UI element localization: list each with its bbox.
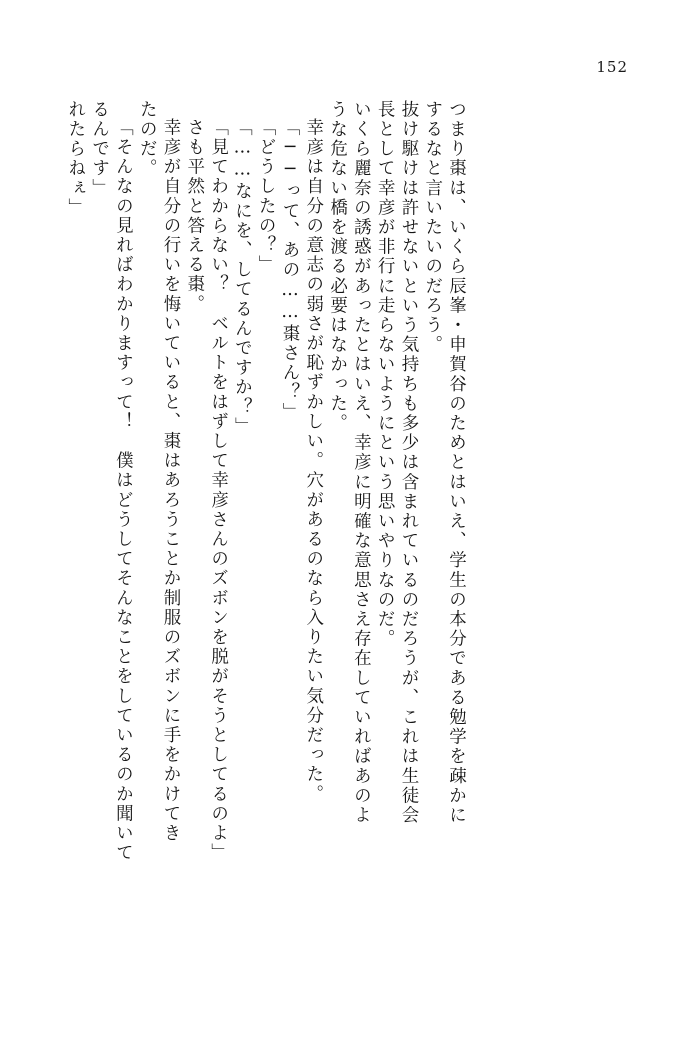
text-column: いくら麗奈の誘惑があったとはいえ、幸彦に明確な意思さえ存在していればあのよ: [351, 100, 372, 826]
text-column: 「──って、あの……棗さん？」: [279, 118, 300, 422]
text-column: 「……なにを、してるんですか？」: [232, 118, 253, 437]
text-column: 抜け駆けは許せないという気持ちも多少は含まれているのだろうが、これは生徒会: [398, 100, 419, 826]
text-column: 「そんなの見ればわかりますって！ 僕はどうしてそんなことをしているのか聞いて: [113, 118, 134, 863]
text-column: るんです」: [89, 100, 110, 198]
text-column: れたらねぇ」: [65, 100, 86, 218]
page-number: 152: [596, 58, 628, 76]
text-column: うな危ない橋を渡る必要はなかった。: [327, 100, 348, 434]
vertical-text-body: [60, 100, 638, 980]
text-column: 「どうしたの？」: [256, 118, 277, 275]
text-column: たのだ。: [137, 100, 158, 179]
text-column: さも平然と答える棗。: [184, 118, 205, 314]
text-column: 長として幸彦が非行に走らないようにという思いやりなのだ。: [375, 100, 396, 649]
text-column: 幸彦は自分の意志の弱さが恥ずかしい。穴があるのなら入りたい気分だった。: [303, 118, 324, 804]
text-column: 幸彦が自分の行いを悔いていると、棗はあろうことか制服のズボンに手をかけてき: [160, 118, 181, 844]
text-column: つまり棗は、いくら辰峯・申賀谷のためとはいえ、学生の本分である勉学を疎かに: [446, 100, 467, 826]
text-column: 「見てわからない？ ベルトをはずして幸彦さんのズボンを脱がそうとしてるのよ」: [208, 118, 229, 863]
text-column: するなと言いたいのだろう。: [422, 100, 443, 355]
